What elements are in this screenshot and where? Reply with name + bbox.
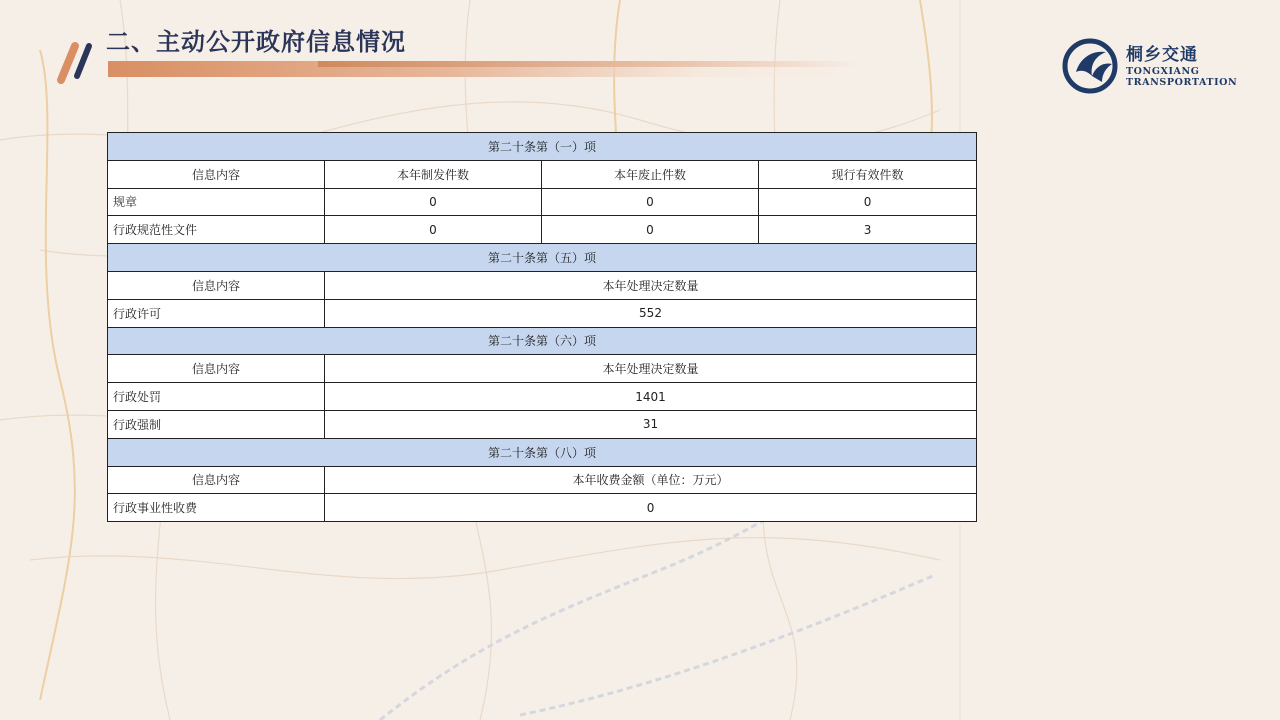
cell-value: 0 (542, 188, 759, 216)
table-row (108, 494, 977, 522)
table-row (108, 299, 977, 327)
cell-value: 0 (325, 494, 977, 522)
cell-value: 0 (325, 188, 542, 216)
column-header-row (108, 466, 977, 494)
row-label: 规章 (108, 188, 325, 216)
column-header: 本年废止件数 (542, 160, 759, 188)
section-header: 第二十条第（五）项 (108, 244, 977, 272)
table-row (108, 383, 977, 411)
tongxiang-transportation-logo-icon (1062, 36, 1118, 94)
row-label: 行政规范性文件 (108, 216, 325, 244)
column-header: 信息内容 (108, 355, 325, 383)
cell-value: 0 (325, 216, 542, 244)
column-header: 现行有效件数 (759, 160, 977, 188)
column-header-row (108, 355, 977, 383)
row-label: 行政强制 (108, 410, 325, 438)
section-header-row (108, 438, 977, 466)
column-header: 信息内容 (108, 271, 325, 299)
section-header-row (108, 327, 977, 355)
column-header: 本年处理决定数量 (325, 271, 977, 299)
logo (1062, 36, 1252, 96)
table-row (108, 216, 977, 244)
column-header: 本年收费金额（单位：万元） (325, 466, 977, 494)
section-header: 第二十条第（六）项 (108, 327, 977, 355)
section-header: 第二十条第（八）项 (108, 438, 977, 466)
column-header: 本年处理决定数量 (325, 355, 977, 383)
section-header: 第二十条第（一）项 (108, 133, 977, 161)
column-header-row (108, 271, 977, 299)
logo-english-line2: TRANSPORTATION (1126, 77, 1238, 88)
column-header: 本年制发件数 (325, 160, 542, 188)
logo-english-name (1126, 66, 1237, 88)
column-header: 信息内容 (108, 466, 325, 494)
row-label: 行政许可 (108, 299, 325, 327)
government-info-table (107, 132, 977, 522)
logo-chinese-name: 桐乡交通 (1126, 45, 1198, 65)
cell-value: 0 (542, 216, 759, 244)
title-decoration-icon (55, 38, 99, 86)
column-header: 信息内容 (108, 160, 325, 188)
section-header-row (108, 244, 977, 272)
title-underline-bar (108, 61, 858, 77)
page-title: 二、主动公开政府信息情况 (106, 28, 406, 56)
column-header-row (108, 160, 977, 188)
cell-value: 0 (759, 188, 977, 216)
cell-value: 1401 (325, 383, 977, 411)
row-label: 行政事业性收费 (108, 494, 325, 522)
cell-value: 3 (759, 216, 977, 244)
section-header-row (108, 133, 977, 161)
table-row (108, 410, 977, 438)
row-label: 行政处罚 (108, 383, 325, 411)
logo-english-line1: TONGXIANG (1126, 66, 1200, 77)
cell-value: 31 (325, 410, 977, 438)
table-row (108, 188, 977, 216)
cell-value: 552 (325, 299, 977, 327)
